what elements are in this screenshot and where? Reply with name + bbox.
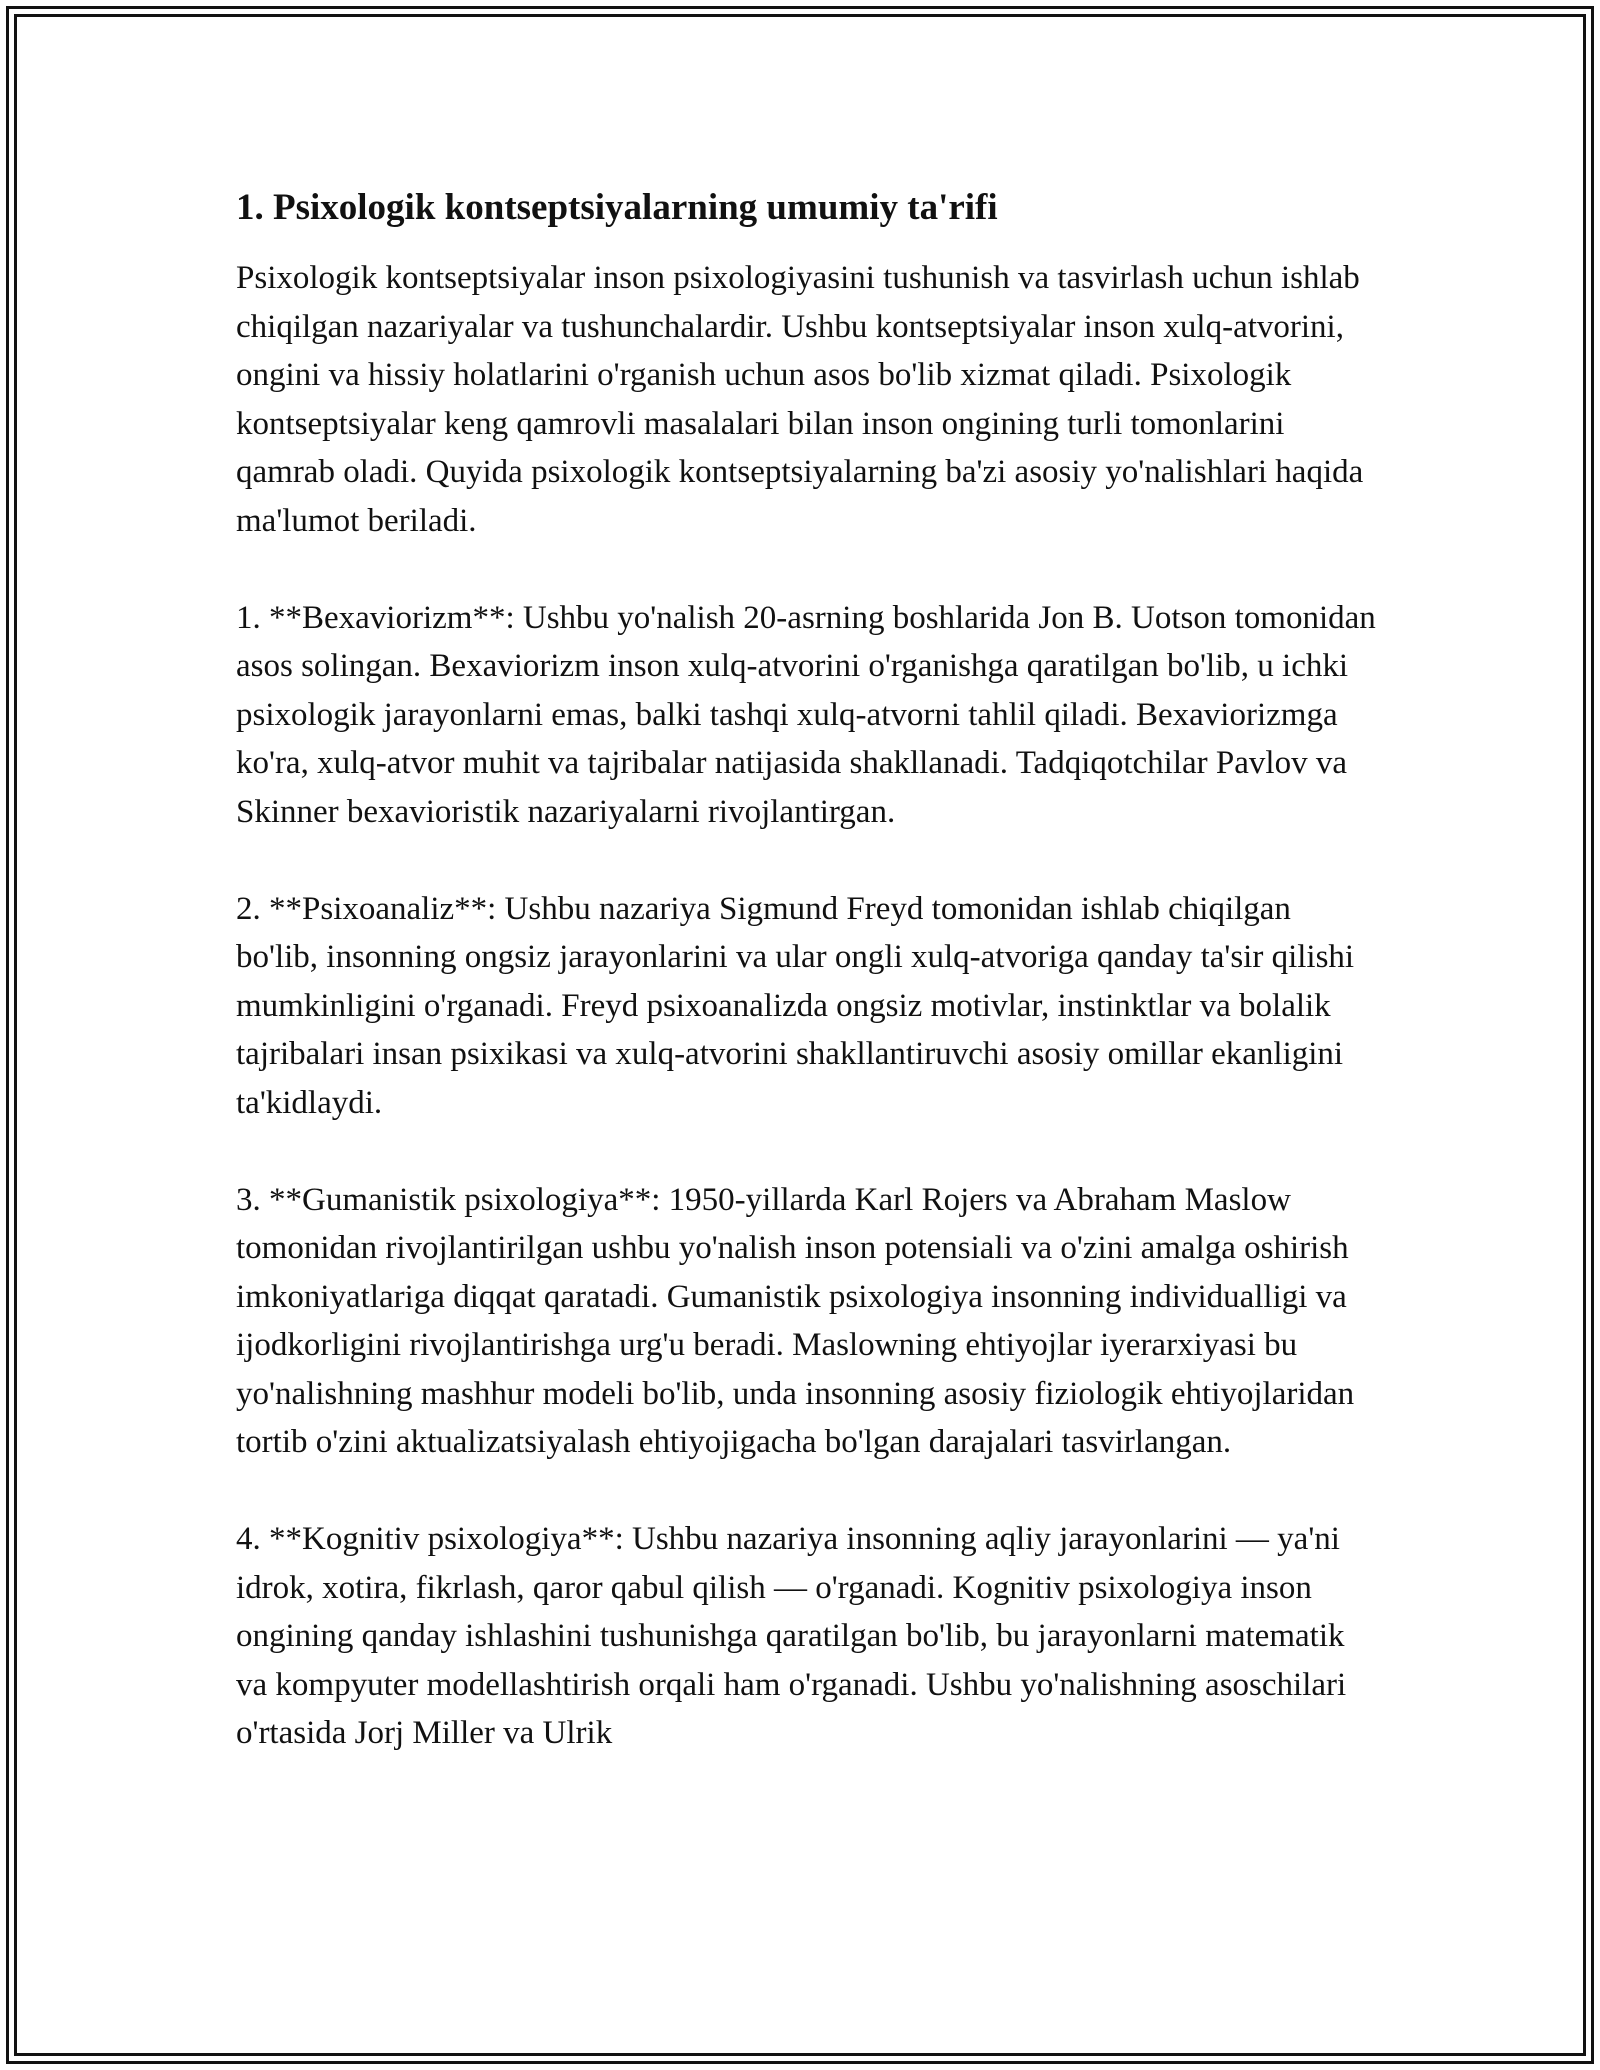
intro-paragraph: Psixologik kontseptsiyalar inson psixologiyasini tushunish va tasvirlash uchun ishlab chiqilgan nazariyalar va tushunchalardir. Ushbu kontseptsiyalar inson xulq-atvorini, ongini va hissiy holatlarini o'rganish uchun asos bo'lib xizmat qiladi. Psixologik kontseptsiyalar keng qamrovli masalalari bilan inson ongining turli tomonlarini qamrab oladi. Quyida psixologik kontseptsiyalarning ba'zi asosiy yo'nalishlari haqida ma'lumot beriladi. bbox=[236, 260, 1364, 539]
paragraph-humanistic-psychology: 3. **Gumanistik psixologiya**: 1950-yillarda Karl Rojers va Abraham Maslow tomonidan rivojlantirilgan ushbu yo'nalish inson potensiali va o'zini amalga oshirish imkoniyatlariga diqqat qaratadi. Gumanistik psixologiya insonning individualligi va ijodkorligini rivojlantirishga urg'u beradi. Maslowning ehtiyojlar iyerarxiyasi bu yo'nalishning mashhur modeli bo'lib, unda insonning asosiy fiziologik ehtiyojlaridan tortib o'zini aktualizatsiyalash ehtiyojigacha bo'lgan darajalari tasvirlangan. bbox=[236, 1181, 1355, 1460]
page-title: 1. Psixologik kontseptsiyalarning umumiy ta'rifi bbox=[236, 187, 998, 228]
paragraph-cognitive-psychology: 4. **Kognitiv psixologiya**: Ushbu nazariya insonning aqliy jarayonlarini — ya'ni idrok, xotira, fikrlash, qaror qabul qilish — o'rganadi. Kognitiv psixologiya inson ongining qanday ishlashini tushunishga qaratilgan bo'lib, bu jarayonlarni matematik va kompyuter modellashtirish orqali ham o'rganadi. Ushbu yo'nalishning asoschilari o'rtasida Jorj Miller va Ulrik bbox=[236, 1521, 1347, 1751]
paragraph-behaviorism: 1. **Bexaviorizm**: Ushbu yo'nalish 20-asrning boshlarida Jon B. Uotson tomonidan asos solingan. Bexaviorizm inson xulq-atvorini o'rganishga qaratilgan bo'lib, u ichki psixologik jarayonlarni emas, balki tashqi xulq-atvorni tahlil qiladi. Bexaviorizmga ko'ra, xulq-atvor muhit va tajribalar natijasida shakllanadi. Tadqiqotchilar Pavlov va Skinner bexavioristik nazariyalarni rivojlantirgan. bbox=[236, 599, 1376, 830]
document-body bbox=[236, 184, 1376, 1758]
paragraph-psychoanalysis: 2. **Psixoanaliz**: Ushbu nazariya Sigmund Freyd tomonidan ishlab chiqilgan bo'lib, insonning ongsiz jarayonlarini va ular ongli xulq-atvoriga qanday ta'sir qilishi mumkinligini o'rganadi. Freyd psixoanalizda ongsiz motivlar, instinktlar va bolalik tajribalari insan psixikasi va xulq-atvorini shakllantiruvchi asosiy omillar ekanligini ta'kidlaydi. bbox=[236, 890, 1355, 1121]
